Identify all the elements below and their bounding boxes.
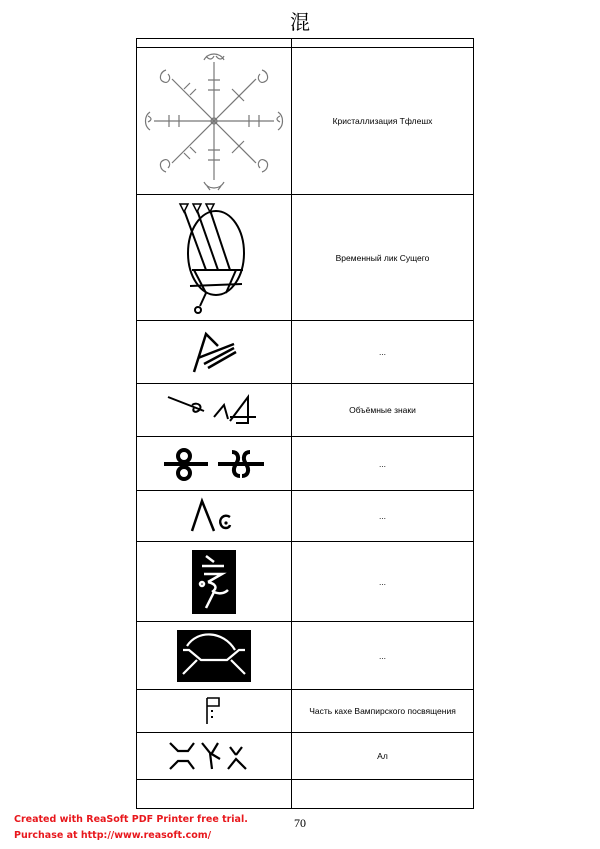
volume-signs-sigil-icon bbox=[164, 393, 264, 427]
page-title: 混 bbox=[290, 10, 310, 34]
trial-watermark bbox=[14, 812, 248, 844]
table-row bbox=[137, 321, 474, 384]
symbol-cell bbox=[137, 491, 292, 542]
meaning-cell: ... bbox=[292, 542, 474, 622]
flag-sigil-icon bbox=[204, 696, 224, 726]
symbol-cell bbox=[137, 690, 292, 733]
symbol-cell bbox=[137, 780, 292, 809]
symbol-cell bbox=[137, 195, 292, 321]
meaning-cell: Часть кахе Вампирского посвящения bbox=[292, 690, 474, 733]
vegvisir-sigil-icon bbox=[144, 50, 284, 192]
table-row bbox=[137, 690, 474, 733]
symbol-cell bbox=[137, 733, 292, 780]
header-cell-symbol bbox=[137, 39, 292, 48]
runes-row-sigil-icon bbox=[166, 739, 262, 773]
symbol-cell bbox=[137, 384, 292, 437]
watermark-line-1: Created with ReaSoft PDF Printer free trial. bbox=[14, 814, 248, 825]
meaning-cell: ... bbox=[292, 321, 474, 384]
table-row bbox=[137, 622, 474, 690]
table-row bbox=[137, 437, 474, 491]
symbol-cell bbox=[137, 622, 292, 690]
meaning-cell: ... bbox=[292, 622, 474, 690]
angled-lines-sigil-icon bbox=[184, 328, 244, 376]
table-row bbox=[137, 195, 474, 321]
table-row bbox=[137, 542, 474, 622]
table-row bbox=[137, 384, 474, 437]
meaning-cell: ... bbox=[292, 437, 474, 491]
header-cell-meaning bbox=[292, 39, 474, 48]
symbols-table bbox=[136, 38, 474, 809]
table-header-row bbox=[137, 39, 474, 48]
inverted-rune-sigil-icon bbox=[192, 550, 236, 614]
table-row bbox=[137, 780, 474, 809]
meaning-cell: Ал bbox=[292, 733, 474, 780]
meaning-cell bbox=[292, 780, 474, 809]
symbol-cell bbox=[137, 321, 292, 384]
oval-arrows-sigil-icon bbox=[164, 198, 264, 318]
meaning-cell: ... bbox=[292, 491, 474, 542]
meaning-cell: Кристаллизация Тфлешх bbox=[292, 48, 474, 195]
lambda-c-sigil-icon bbox=[186, 495, 242, 537]
symbol-cell bbox=[137, 48, 292, 195]
watermark-line-2[interactable]: Purchase at http://www.reasoft.com/ bbox=[14, 830, 212, 841]
symbol-cell bbox=[137, 437, 292, 491]
meaning-cell: Временный лик Сущего bbox=[292, 195, 474, 321]
twin-knots-sigil-icon bbox=[162, 444, 266, 484]
inverted-frame-sigil-icon bbox=[177, 630, 251, 682]
table-row bbox=[137, 733, 474, 780]
table-row bbox=[137, 491, 474, 542]
meaning-cell: Объёмные знаки bbox=[292, 384, 474, 437]
page-number: 70 bbox=[294, 816, 306, 830]
table-row bbox=[137, 48, 474, 195]
symbol-cell bbox=[137, 542, 292, 622]
